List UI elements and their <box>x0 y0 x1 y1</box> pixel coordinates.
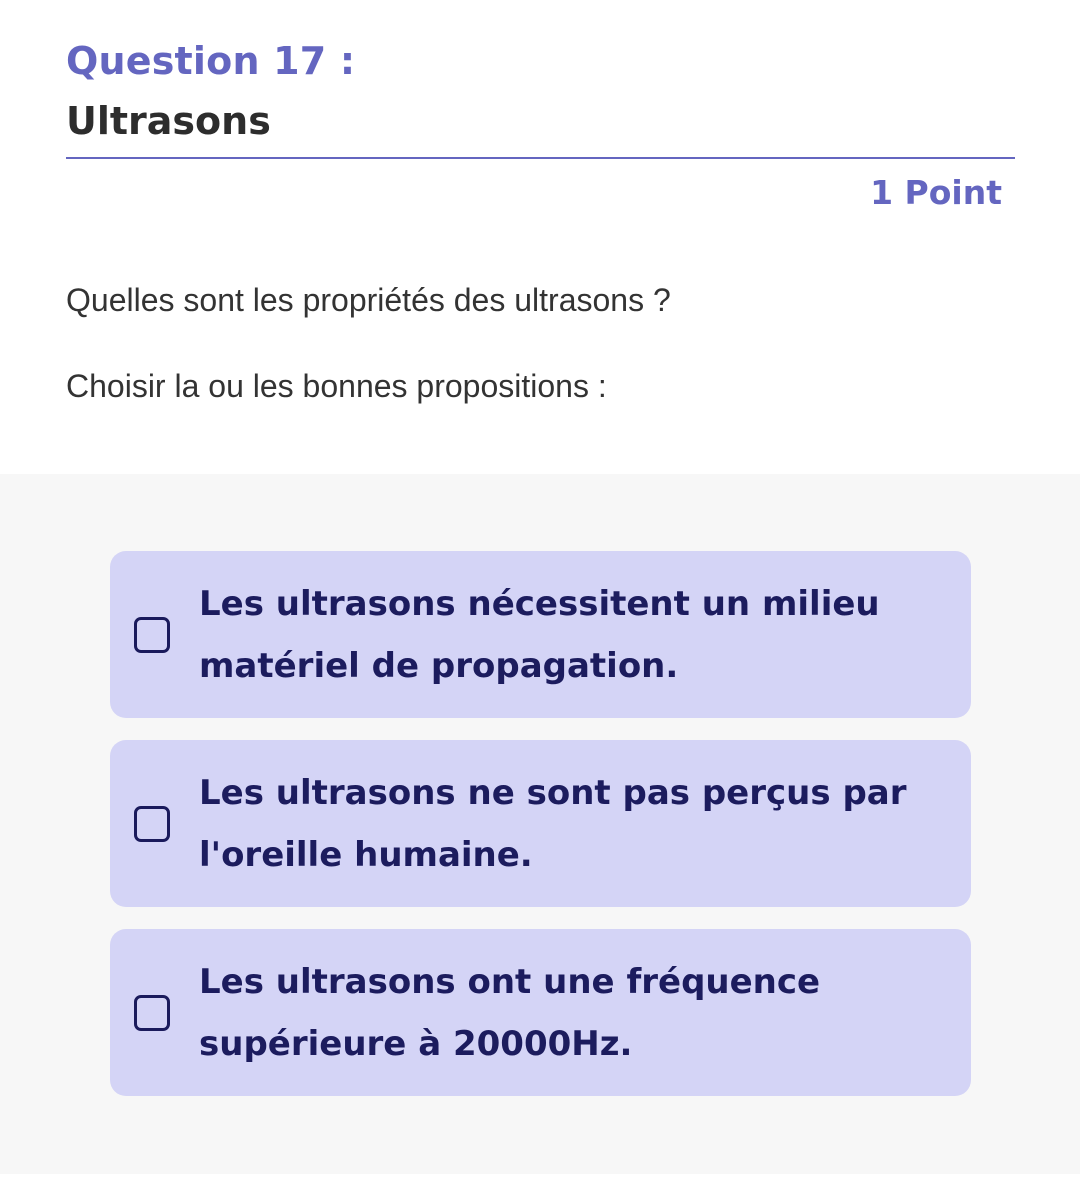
checkbox-icon[interactable] <box>134 806 170 842</box>
question-instruction: Choisir la ou les bonnes propositions : <box>66 368 607 404</box>
question-header <box>66 36 1015 146</box>
checkbox-icon[interactable] <box>134 995 170 1031</box>
answer-option-1[interactable] <box>110 551 971 718</box>
checkbox-icon[interactable] <box>134 617 170 653</box>
question-points: 1 Point <box>870 173 1002 212</box>
answer-option-label: Les ultrasons nécessitent un milieu matériel de propagation. <box>199 584 880 686</box>
answer-option-3[interactable] <box>110 929 971 1096</box>
question-number: Question 17 : <box>66 39 356 83</box>
answer-option-2[interactable] <box>110 740 971 907</box>
question-prompt: Quelles sont les propriétés des ultrasons ? <box>66 282 671 318</box>
answer-option-label: Les ultrasons ont une fréquence supérieure à 20000Hz. <box>199 962 821 1064</box>
answers-area <box>0 474 1080 1174</box>
question-title: Ultrasons <box>66 99 271 143</box>
answer-option-label: Les ultrasons ne sont pas perçus par l'oreille humaine. <box>199 773 907 875</box>
header-divider <box>66 157 1015 159</box>
